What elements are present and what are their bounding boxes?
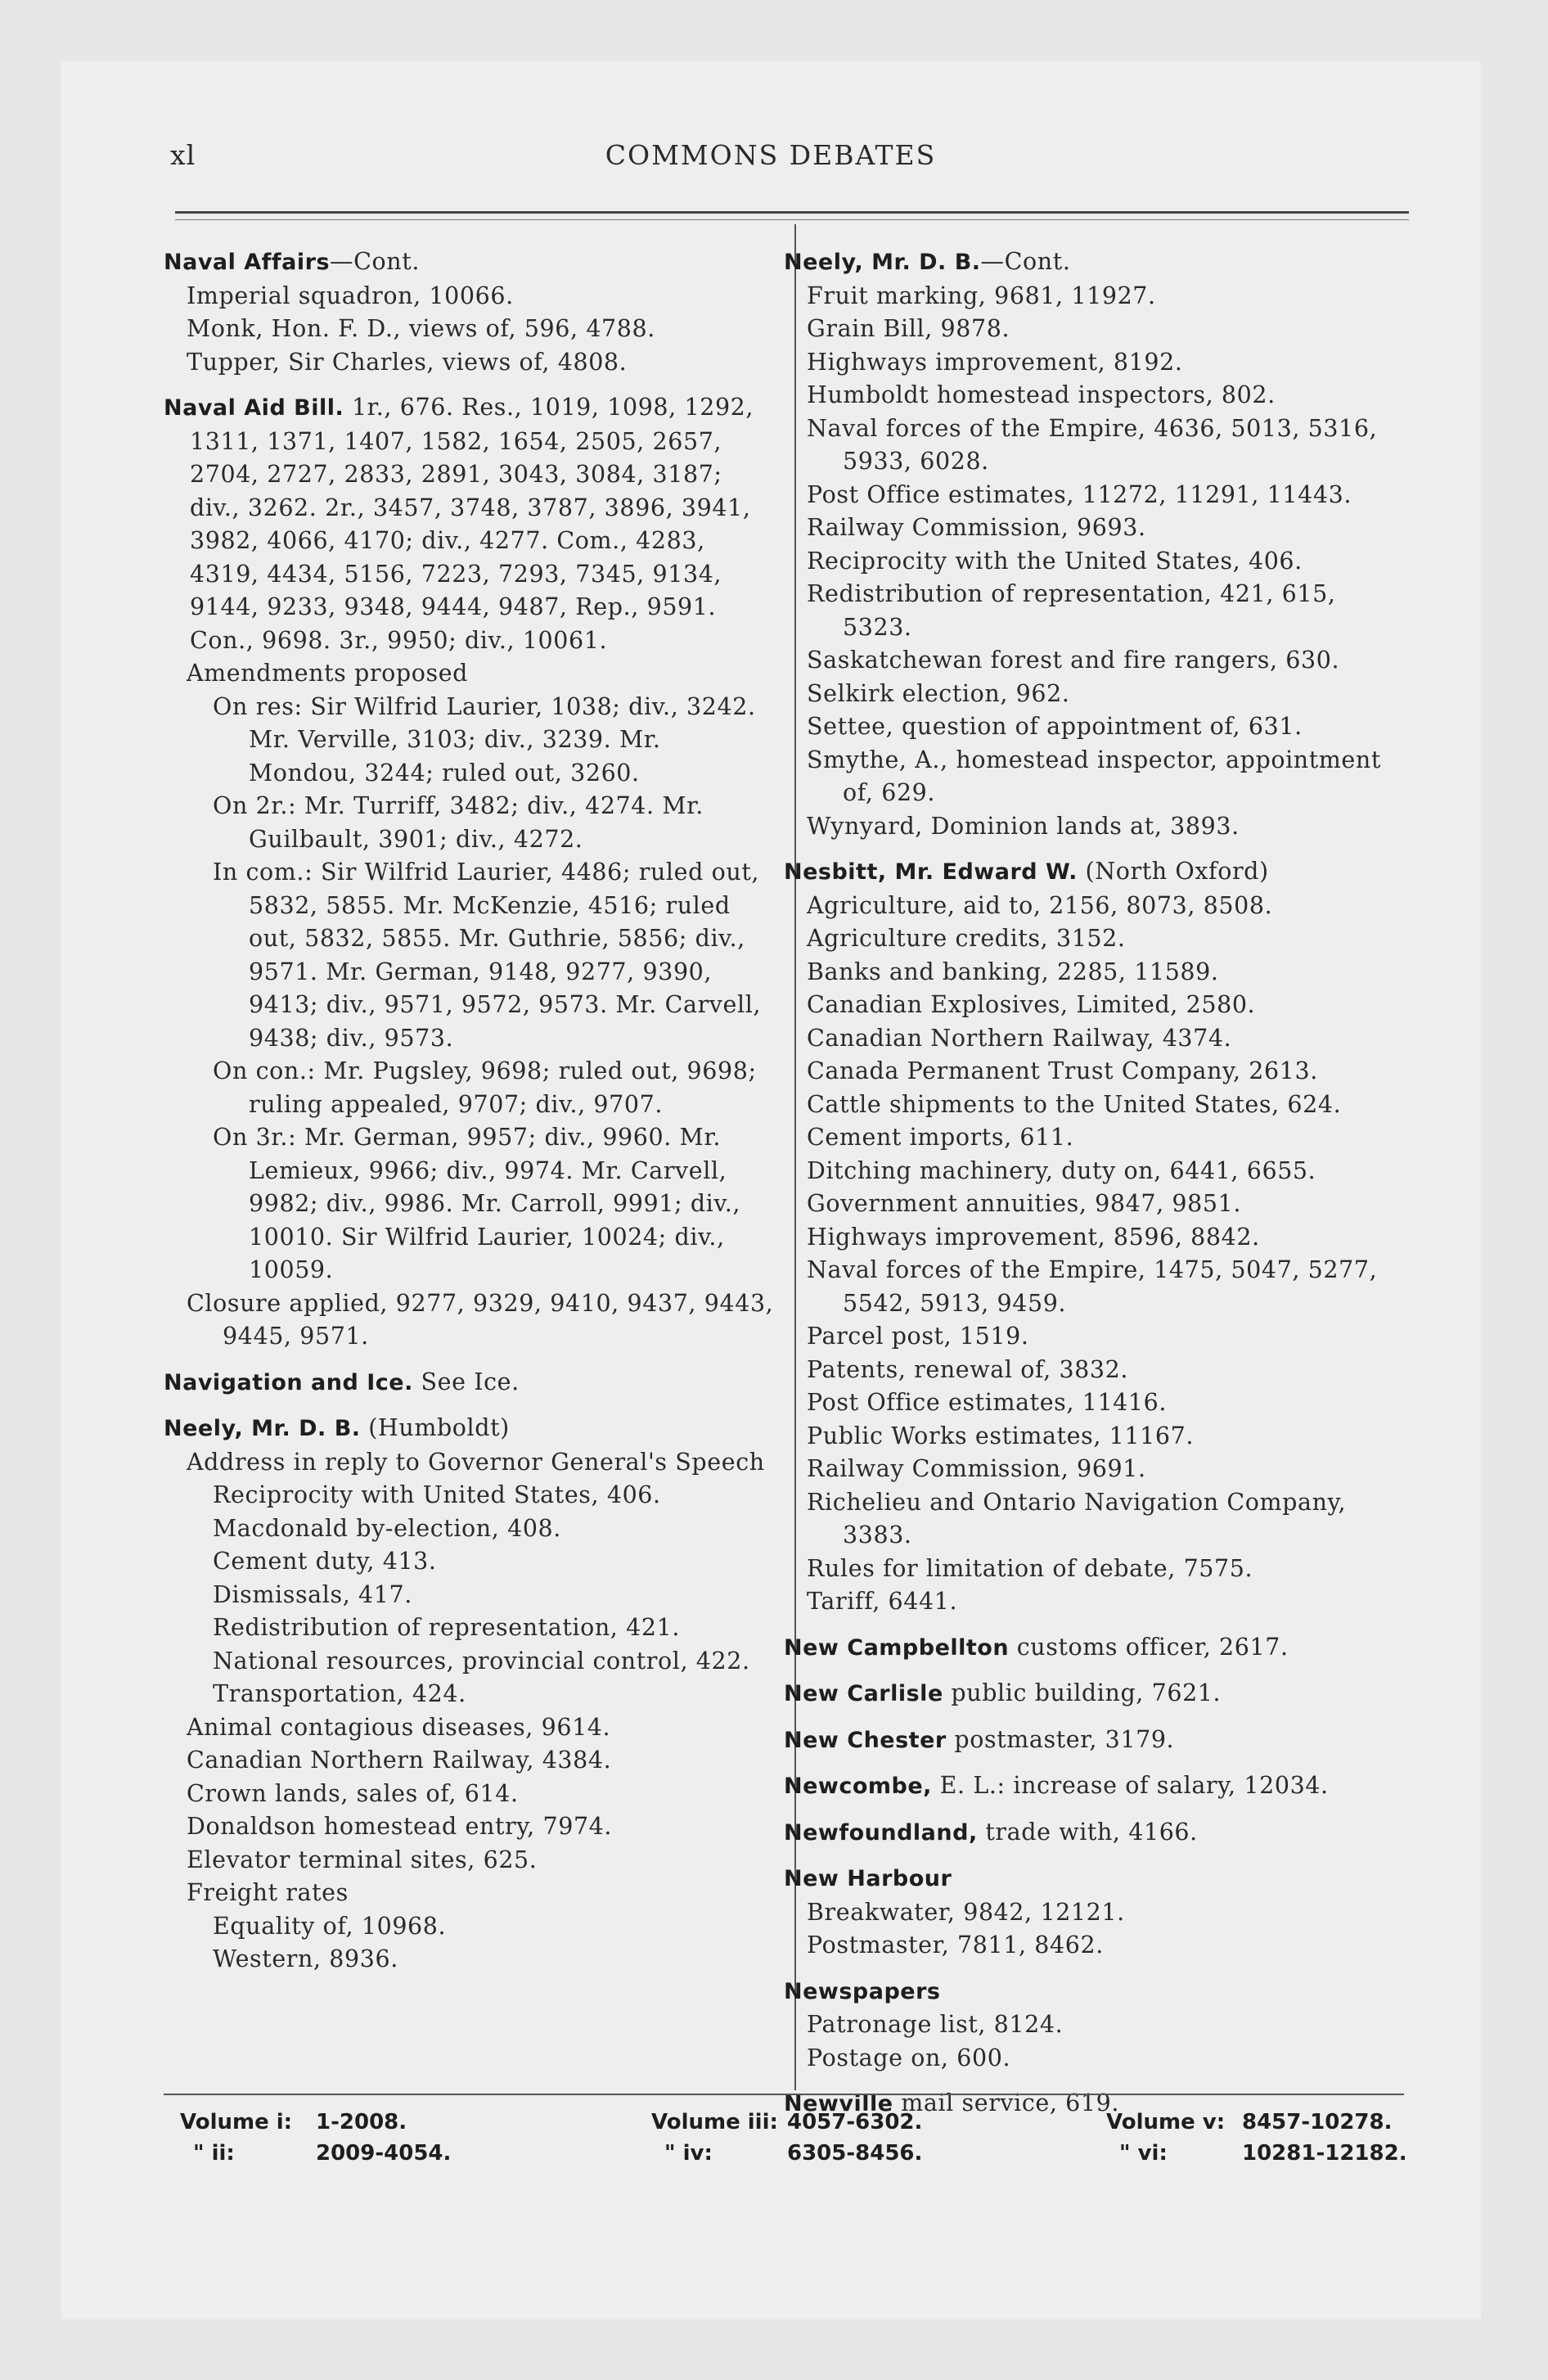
index-entry: Railway Commission, 9693. xyxy=(807,514,1146,541)
index-entry: Fruit marking, 9681, 11927. xyxy=(807,282,1156,309)
page-number: xl xyxy=(170,139,196,171)
volume-range: 10281-12182. xyxy=(1242,2141,1407,2166)
index-entry: Highways improvement, 8192. xyxy=(807,348,1183,376)
index-entry: Patronage list, 8124. xyxy=(807,2011,1064,2038)
volume-label: Volume v: xyxy=(1106,2110,1226,2134)
footer-rule xyxy=(164,2094,1404,2095)
left-column xyxy=(164,246,776,1977)
heading-term: Nesbitt, Mr. Edward W. xyxy=(784,859,1078,885)
index-entry: Western, 8936. xyxy=(213,1945,398,1972)
heading-detail: —Cont. xyxy=(330,248,420,275)
heading-detail: mail service, 619. xyxy=(893,2089,1120,2116)
index-entry: Postage on, 600. xyxy=(807,2044,1011,2071)
volume-range: 2009-4054. xyxy=(316,2141,452,2166)
index-entry: Reciprocity with the United States, 406. xyxy=(807,547,1303,575)
index-entry: Freight rates xyxy=(187,1879,349,1906)
index-entry: Breakwater, 9842, 12121. xyxy=(807,1898,1125,1926)
index-entry: Railway Commission, 9691. xyxy=(807,1455,1146,1482)
right-column xyxy=(784,246,1406,2121)
index-entry: Canadian Explosives, Limited, 2580. xyxy=(807,991,1256,1018)
index-entry: Address in reply to Governor General's Speech xyxy=(187,1448,765,1476)
index-entry: Post Office estimates, 11272, 11291, 11443. xyxy=(807,480,1352,508)
heading-detail: public building, 7621. xyxy=(943,1679,1222,1706)
index-entry: Macdonald by-election, 408. xyxy=(213,1514,561,1542)
index-entry: Tupper, Sir Charles, views of, 4808. xyxy=(187,348,628,376)
heading-detail: 1r., 676. Res., 1019, 1098, 1292, 1311, 1371, 1407, 1582, 1654, 2505, 2657, 2704, 2727, 2833, 2891, 3043, 3084, 3187; div., 3262. 2r., 3457, 3748, 3787, 3896, 3941, 3982, 4066, 4170; div., 4277. Com., 4283, 4319, 4434, 5156, 7223, 7293, 7345, 9134, 9144, 9233, 9348, 9444, 9487, Rep., 9591. Con., 9698. 3r., 9950; div., 10061. xyxy=(190,394,754,654)
index-heading xyxy=(784,1769,1406,1804)
running-head xyxy=(61,139,1481,188)
index-heading xyxy=(164,1412,776,1446)
heading-detail: See Ice. xyxy=(412,1368,520,1395)
index-entry: Smythe, A., homestead inspector, appointment of, 629. xyxy=(807,746,1381,806)
volume-entry xyxy=(651,2107,922,2138)
heading-term: New Harbour xyxy=(784,1866,952,1891)
index-entry: Wynyard, Dominion lands at, 3893. xyxy=(807,812,1240,840)
volume-entry xyxy=(1106,2138,1407,2169)
index-heading xyxy=(784,1816,1406,1850)
heading-term: New Carlisle xyxy=(784,1681,943,1706)
index-entry: Public Works estimates, 11167. xyxy=(807,1422,1194,1449)
volume-label: " iv: xyxy=(664,2141,713,2166)
index-entry: Humboldt homestead inspectors, 802. xyxy=(807,381,1276,408)
index-entry: Agriculture credits, 3152. xyxy=(807,925,1126,952)
volume-range: 1-2008. xyxy=(316,2110,407,2134)
index-entry: Agriculture, aid to, 2156, 8073, 8508. xyxy=(807,891,1273,919)
index-entry: Animal contagious diseases, 9614. xyxy=(187,1713,611,1741)
heading-detail: customs officer, 2617. xyxy=(1009,1633,1289,1661)
index-heading xyxy=(164,1366,776,1400)
index-heading xyxy=(784,1724,1406,1758)
index-entry: Elevator terminal sites, 625. xyxy=(187,1846,538,1873)
volume-row xyxy=(180,2107,1424,2138)
index-entry: Reciprocity with United States, 406. xyxy=(213,1481,661,1508)
index-entry: Saskatchewan forest and fire rangers, 630. xyxy=(807,647,1340,674)
volume-label: Volume i: xyxy=(180,2110,293,2134)
index-heading xyxy=(164,391,776,657)
index-heading xyxy=(164,246,776,280)
index-entry: Transportation, 424. xyxy=(213,1680,466,1707)
index-entry: Crown lands, sales of, 614. xyxy=(187,1779,519,1807)
index-entry: Canada Permanent Trust Company, 2613. xyxy=(807,1057,1318,1084)
index-entry: Naval forces of the Empire, 1475, 5047, 5277, 5542, 5913, 9459. xyxy=(807,1256,1378,1317)
index-page xyxy=(61,61,1481,2319)
heading-term: Naval Affairs xyxy=(164,250,331,275)
index-heading xyxy=(784,1677,1406,1711)
heading-detail: postmaster, 3179. xyxy=(946,1725,1175,1753)
index-heading xyxy=(784,1631,1406,1666)
index-entry: Cement duty, 413. xyxy=(213,1548,437,1575)
index-entry: Banks and banking, 2285, 11589. xyxy=(807,958,1219,985)
heading-term: New Campbellton xyxy=(784,1634,1010,1661)
index-entry: Canadian Northern Railway, 4384. xyxy=(187,1747,612,1774)
volume-entry xyxy=(1106,2107,1393,2138)
index-entry: On res: Sir Wilfrid Laurier, 1038; div., 3242. Mr. Verville, 3103; div., 3239. Mr. Mondou, 3244; ruled out, 3260. xyxy=(213,692,756,787)
index-entry: Naval forces of the Empire, 4636, 5013, 5316, 5933, 6028. xyxy=(807,414,1378,475)
index-heading xyxy=(784,246,1406,280)
index-entry: Closure applied, 9277, 9329, 9410, 9437, 9443, 9445, 9571. xyxy=(187,1289,774,1350)
heading-detail: trade with, 4166. xyxy=(977,1818,1198,1846)
index-entry: On 3r.: Mr. German, 9957; div., 9960. Mr. Lemieux, 9966; div., 9974. Mr. Carvell, 9982; div., 9986. Mr. Carroll, 9991; div., 10010. Sir Wilfrid Laurier, 10024; div., 10059. xyxy=(213,1124,741,1283)
index-entry: Imperial squadron, 10066. xyxy=(187,282,514,309)
heading-detail: (North Oxford) xyxy=(1077,858,1269,885)
index-entry: Donaldson homestead entry, 7974. xyxy=(187,1813,613,1840)
index-entry: Redistribution of representation, 421. xyxy=(213,1614,680,1641)
index-entry: Dismissals, 417. xyxy=(213,1580,412,1608)
heading-term: Newcombe, xyxy=(784,1774,932,1799)
index-entry: Ditching machinery, duty on, 6441, 6655. xyxy=(807,1156,1316,1184)
heading-detail: E. L.: increase of salary, 12034. xyxy=(931,1772,1329,1799)
index-entry: Rules for limitation of debate, 7575. xyxy=(807,1554,1253,1582)
heading-term: Neely, Mr. D. B. xyxy=(784,250,981,275)
index-entry: On 2r.: Mr. Turriff, 3482; div., 4274. Mr. Guilbault, 3901; div., 4272. xyxy=(213,792,704,853)
index-entry: Government annuities, 9847, 9851. xyxy=(807,1190,1242,1217)
index-entry: National resources, provincial control, 422. xyxy=(213,1647,750,1675)
heading-detail: (Humboldt) xyxy=(360,1414,510,1441)
index-entry: In com.: Sir Wilfrid Laurier, 4486; ruled out, 5832, 5855. Mr. McKenzie, 4516; ruled out, 5832, 5855. Mr. Guthrie, 5856; div., 9571. Mr. German, 9148, 9277, 9390, 9413; div., 9571, 9572, 9573. Mr. Carvell, 9438; div., 9573. xyxy=(213,859,762,1052)
index-entry: Equality of, 10968. xyxy=(213,1912,447,1940)
index-entry: On con.: Mr. Pugsley, 9698; ruled out, 9698; ruling appealed, 9707; div., 9707. xyxy=(213,1057,757,1118)
volume-label: " vi: xyxy=(1119,2141,1168,2166)
index-entry: Cattle shipments to the United States, 624. xyxy=(807,1090,1342,1118)
volume-row xyxy=(180,2138,1424,2169)
heading-term: Newspapers xyxy=(784,1978,941,2004)
index-entry: Monk, Hon. F. D., views of, 596, 4788. xyxy=(187,315,655,342)
index-entry: Postmaster, 7811, 8462. xyxy=(807,1931,1104,1959)
volume-range: 8457-10278. xyxy=(1242,2110,1393,2134)
heading-term: Neely, Mr. D. B. xyxy=(164,1416,361,1441)
index-heading xyxy=(784,1862,1406,1896)
volume-entry xyxy=(651,2138,922,2169)
index-entry: Canadian Northern Railway, 4374. xyxy=(807,1024,1232,1052)
index-entry: Patents, renewal of, 3832. xyxy=(807,1355,1129,1383)
header-rule xyxy=(175,211,1409,214)
index-entry: Post Office estimates, 11416. xyxy=(807,1389,1168,1416)
index-heading xyxy=(784,1975,1406,2009)
volume-label: " ii: xyxy=(193,2141,235,2166)
volume-key xyxy=(180,2107,1424,2169)
page-title: COMMONS DEBATES xyxy=(605,139,937,171)
heading-term: Naval Aid Bill. xyxy=(164,395,344,421)
volume-range: 6305-8456. xyxy=(787,2141,923,2166)
index-entry: Settee, question of appointment of, 631. xyxy=(807,713,1303,740)
index-entry: Parcel post, 1519. xyxy=(807,1323,1029,1350)
index-entry: Highways improvement, 8596, 8842. xyxy=(807,1223,1260,1251)
volume-label: Volume iii: xyxy=(651,2110,778,2134)
header-rule-thin xyxy=(175,219,1409,220)
index-entry: Redistribution of representation, 421, 615, 5323. xyxy=(807,580,1336,641)
index-entry: Richelieu and Ontario Navigation Company, 3383. xyxy=(807,1488,1347,1548)
heading-term: Newfoundland, xyxy=(784,1819,978,1846)
heading-term: New Chester xyxy=(784,1727,947,1753)
volume-entry xyxy=(180,2107,407,2138)
index-heading xyxy=(784,855,1406,890)
index-entry: Grain Bill, 9878. xyxy=(807,315,1010,342)
volume-range: 4057-6302. xyxy=(787,2110,923,2134)
index-entry: Selkirk election, 962. xyxy=(807,679,1070,707)
heading-detail: —Cont. xyxy=(980,248,1071,275)
heading-term: Newville xyxy=(784,2091,893,2116)
index-entry: Amendments proposed xyxy=(187,660,469,687)
heading-term: Navigation and Ice. xyxy=(164,1369,413,1395)
index-entry: Cement imports, 611. xyxy=(807,1124,1074,1151)
index-entry: Tariff, 6441. xyxy=(807,1588,958,1615)
volume-entry xyxy=(180,2138,451,2169)
